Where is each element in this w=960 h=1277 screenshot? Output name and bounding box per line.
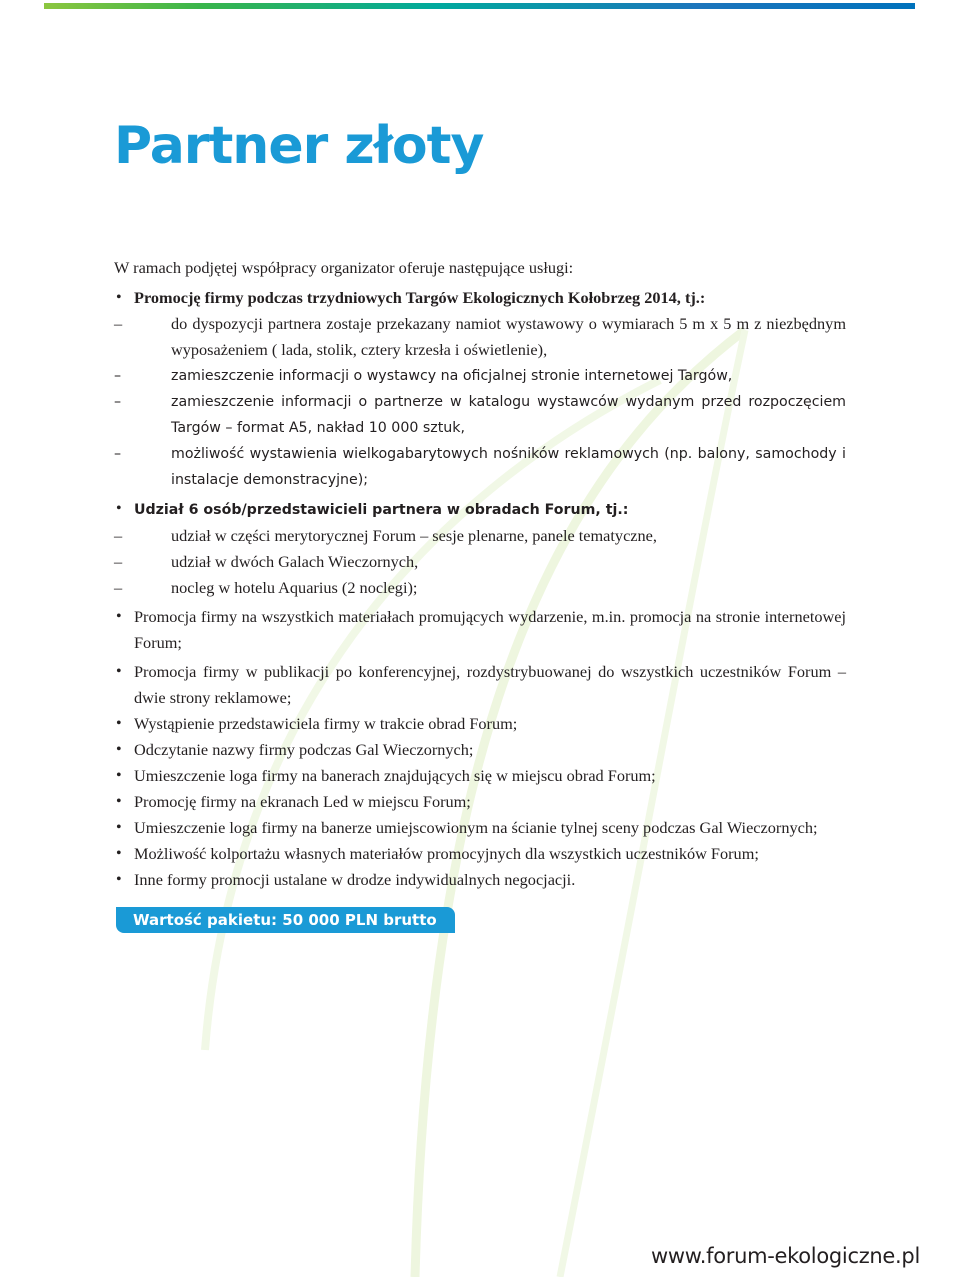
list-item: • Umieszczenie loga firmy na banerach znajdujących się w miejscu obrad Forum; [114, 763, 846, 789]
offer-content [114, 255, 846, 893]
top-gradient-bar [44, 3, 915, 9]
list-item: • Promocja firmy w publikacji po konferencyjnej, rozdystrybuowanej do wszystkich uczestników Forum – dwie strony reklamowe; [114, 659, 846, 711]
section-label: Promocję firmy podczas trzydniowych Targów Ekologicznych Kołobrzeg 2014, tj.: [134, 288, 706, 307]
list-item [114, 496, 846, 601]
sub-list-item: – możliwość wystawienia wielkogabarytowych nośników reklamowych (np. balony, samochody i instalacje demonstracyjne); [134, 441, 846, 493]
package-value-badge: Wartość pakietu: 50 000 PLN brutto [116, 907, 455, 933]
footer-url: www.forum-ekologiczne.pl [651, 1244, 920, 1268]
list-item: • Umieszczenie loga firmy na banerze umiejscowionym na ścianie tylnej sceny podczas Gal Wieczornych; [114, 815, 846, 841]
page-title: Partner złoty [114, 116, 484, 176]
sub-list [134, 311, 846, 493]
section-label: Udział 6 osób/przedstawicieli partnera w obradach Forum, tj.: [134, 502, 629, 518]
list-item: • Wystąpienie przedstawiciela firmy w trakcie obrad Forum; [114, 711, 846, 737]
sub-list-item: – udział w dwóch Galach Wieczornych, [134, 549, 846, 575]
sub-list-item: – nocleg w hotelu Aquarius (2 noclegi); [134, 575, 846, 601]
list-item: • Odczytanie nazwy firmy podczas Gal Wieczornych; [114, 737, 846, 763]
services-list [114, 285, 846, 893]
sub-list-item: – zamieszczenie informacji o wystawcy na oficjalnej stronie internetowej Targów, [134, 363, 846, 389]
intro-text: W ramach podjętej współpracy organizator oferuje następujące usługi: [114, 258, 574, 277]
sub-list-item: – udział w części merytorycznej Forum – sesje plenarne, panele tematyczne, [134, 523, 846, 549]
list-item: • Promocja firmy na wszystkich materiałach promujących wydarzenie, m.in. promocja na stronie internetowej Forum; [114, 604, 846, 656]
list-item: • Promocję firmy na ekranach Led w miejscu Forum; [114, 789, 846, 815]
list-item: • Inne formy promocji ustalane w drodze indywidualnych negocjacji. [114, 867, 846, 893]
sub-list-item: – do dyspozycji partnera zostaje przekazany namiot wystawowy o wymiarach 5 m x 5 m z niezbędnym wyposażeniem ( lada, stolik, cztery krzesła i oświetlenie), [134, 311, 846, 363]
list-item [114, 285, 846, 493]
sub-list [134, 523, 846, 601]
list-item: • Możliwość kolportażu własnych materiałów promocyjnych dla wszystkich uczestników Forum; [114, 841, 846, 867]
sub-list-item: – zamieszczenie informacji o partnerze w katalogu wystawców wydanym przed rozpoczęciem Targów – format A5, nakład 10 000 sztuk, [134, 389, 846, 441]
